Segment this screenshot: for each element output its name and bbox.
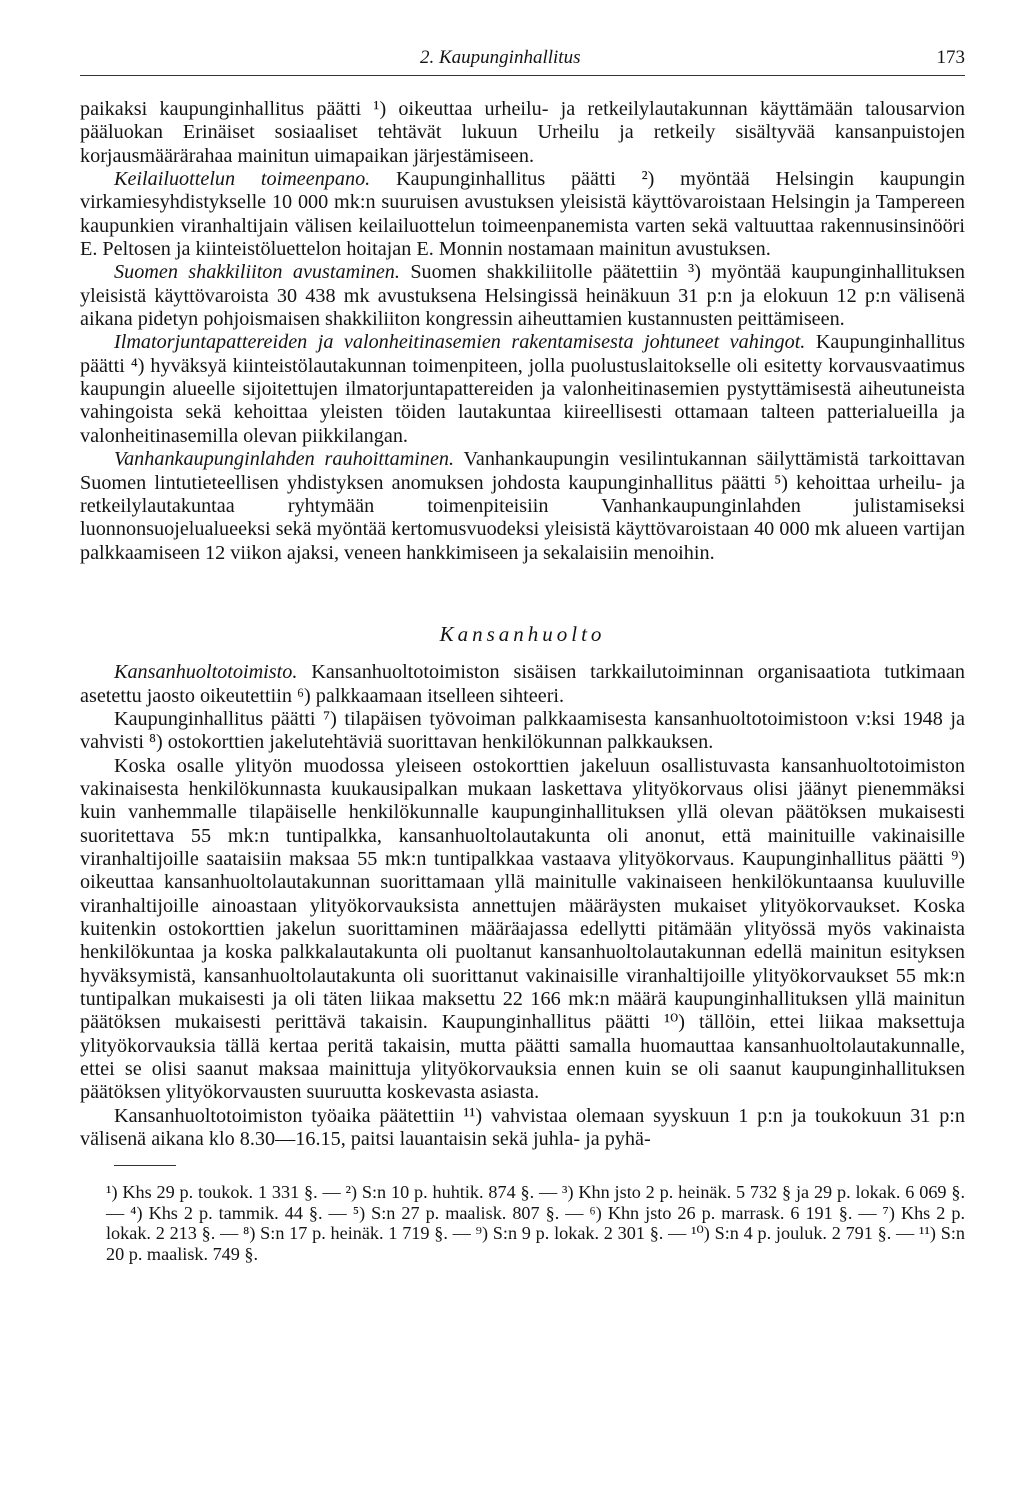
paragraph-heading: Suomen shakkiliiton avustaminen. <box>114 261 400 284</box>
running-head-title: 2. Kaupunginhallitus <box>420 47 581 68</box>
footnote-divider <box>114 1165 176 1166</box>
paragraph <box>80 331 965 448</box>
paragraph <box>80 448 965 565</box>
paragraph: Kansanhuoltotoimiston työaika päätettiin ¹¹) vahvistaa olemaan syyskuun 1 p:n ja toukokuun 31 p:n välisenä aikana klo 8.30—16.15, paitsi lauantaisin sekä juhla- ja pyhä- <box>80 1104 965 1151</box>
paragraph-body: Suomen shakkiliitolle päätettiin ³) myöntää kaupunginhallituksen yleisistä käyttövaroista 30 438 mk avustuksena Helsingissä heinäkuun 31 p:n ja elokuun 12 p:n välisenä aikana pidetyn pohjoismaisen shakkiliiton kongressin aiheuttamien kustannusten peittämiseen. <box>80 261 965 331</box>
paragraph-body: Kaupunginhallitus päätti ⁴) hyväksyä kiinteistölautakunnan toimenpiteen, jolla puolustuslaitokselle oli esitetty korvausvaatimus kaupungin alueelle sijoitettujen ilmatorjuntapattereiden ja valonheitinasemien pystyttämisestä aiheutuneista vahingoista sekä kehoittaa yleisten töiden lautakuntaa kiireellisesti ottamaan talteen patterialueilla ja valonheitinasemilla olevan piikkilangan. <box>80 331 965 447</box>
paragraph-heading: Ilmatorjuntapattereiden ja valonheitinasemien rakentamisesta johtuneet vahingot. <box>114 331 806 354</box>
paragraph-heading: Vanhankaupunginlahden rauhoittaminen. <box>114 448 455 471</box>
main-text <box>80 98 965 1151</box>
paragraph <box>80 261 965 331</box>
paragraph: paikaksi kaupunginhallitus päätti ¹) oikeuttaa urheilu- ja retkeilylautakunnan käyttämään talousarvion pääluokan Erinäiset sosiaaliset tehtävät lukuun Urheilu ja retkeily sisältyvää kansanpuistojen korjausmäärärahaa mainitun uimapaikan järjestämiseen. <box>80 98 965 167</box>
page-number: 173 <box>936 47 965 68</box>
paragraph-body: Kaupunginhallitus päätti ²) myöntää Helsingin kaupungin virkamiesyhdistykselle 10 000 mk:n suuruisen avustuksen yleisistä käyttövaroistaan Helsingin ja Tampereen kaupunkien viranhaltijain välisen keilailuottelun toimeenpanemista varten sekä valtuuttaa rakennusinsinööri E. Peltosen ja kiinteistöluettelon hoitajan E. Monnin nostamaan mainitun avustuksen. <box>80 168 965 261</box>
paragraph-body: Kansanhuoltotoimiston sisäisen tarkkailutoiminnan organisaatiota tutkimaan asetettu jaosto oikeutettiin ⁶) palkkaamaan itselleen sihteeri. <box>80 661 965 707</box>
paragraph: Kaupunginhallitus päätti ⁷) tilapäisen työvoiman palkkaamisesta kansanhuoltotoimistoon v:ksi 1948 ja vahvisti ⁸) ostokorttien jakelutehtäviä suorittavan henkilökunnan palkkauksen. <box>80 707 965 754</box>
paragraph <box>80 168 965 261</box>
paragraph-body: Vanhankaupungin vesilintukannan säilyttämistä tarkoittavan Suomen lintutieteellisen yhdistyksen anomuksen johdosta kaupunginhallitus päätti ⁵) kehoittaa urheilu- ja retkeilylautakuntaa ryhtymään toimenpiteisiin Vanhankaupunginlahden julistamiseksi luonnonsuojelualueeksi sekä myöntää kertomusvuodeksi yleisistä käyttövaroistaan 40 000 mk alueen vartijan palkkaamiseen 12 viikon ajaksi, veneen hankkimiseen ja sekalaisiin menoihin. <box>80 448 965 564</box>
paragraph: Koska osalle ylityön muodossa yleiseen ostokorttien jakeluun osallistuvasta kansanhuoltotoimiston vakinaisesta henkilökunnasta kuukausipalkan mukaan laskettava ylityökorvaus olisi jäänyt pienemmäksi kuin vanhemmalle tilapäiselle henkilökunnalle kaupunginhallituksen yllä olevan päätöksen mukaisesti suoritettava 55 mk:n tuntipalkka, kansanhuoltolautakunta oli anonut, että mainituille vakinaisille viranhaltijoille saataisiin maksaa 55 mk:n tuntipalkkaa vastaava ylityökorvaus. Kaupunginhallitus päätti ⁹) oikeuttaa kansanhuoltolautakunnan suorittamaan yllä mainitulle vakinaiseen henkilökuntaansa kuuluville viranhaltijoille ainoastaan ylityökorvauksista annettujen määräysten mukaiset ylityökorvaukset. Koska kuitenkin ostokorttien jakelun suorittaminen määräajassa edellytti pitämään ylityössä myös vakinaista henkilökuntaa ja koska palkkalautakunta oli puoltanut kansanhuoltolautakunnan edellä mainitun esityksen hyväksymistä, kansanhuoltolautakunta oli suorittanut vakinaisille viranhaltijoille ylityökorvaukset 55 mk:n tuntipalkan mukaisesti ja oli täten liikaa maksettu 22 166 mk:n määrä kaupunginhallituksen yllä mainitun päätöksen mukaisesti perittävä takaisin. Kaupunginhallitus päätti ¹⁰) tällöin, ettei liikaa maksettuja ylityökorvauksia tällä kertaa peritä takaisin, mutta päätti samalla huomauttaa kansanhuoltolautakunnalle, ettei se olisi saanut maksaa mainittuja ylityökorvauksia ennen kuin se oli saanut kaupunginhallituksen päätöksen ylityökorvausten suuruutta koskevasta asiasta. <box>80 754 965 1104</box>
section-title: Kansanhuolto <box>439 621 606 646</box>
document-page <box>80 45 965 1264</box>
paragraph-heading: Kansanhuoltotoimisto. <box>114 661 298 684</box>
paragraph <box>80 661 965 708</box>
paragraph-heading: Keilailuottelun toimeenpano. <box>114 168 371 191</box>
running-header <box>80 45 965 76</box>
footnotes: ¹) Khs 29 p. toukok. 1 331 §. — ²) S:n 10 p. huhtik. 874 §. — ³) Khn jsto 2 p. heinäk. 5 732 § ja 29 p. lokak. 6 069 §. — ⁴) Khs 2 p. tammik. 44 §. — ⁵) S:n 27 p. maalisk. 807 §. — ⁶) Khn jsto 26 p. marrask. 6 191 §. — ⁷) Khs 2 p. lokak. 2 213 §. — ⁸) S:n 17 p. heinäk. 1 719 §. — ⁹) S:n 9 p. lokak. 2 301 §. — ¹⁰) S:n 4 p. jouluk. 2 791 §. — ¹¹) S:n 20 p. maalisk. 749 §. <box>106 1182 965 1264</box>
